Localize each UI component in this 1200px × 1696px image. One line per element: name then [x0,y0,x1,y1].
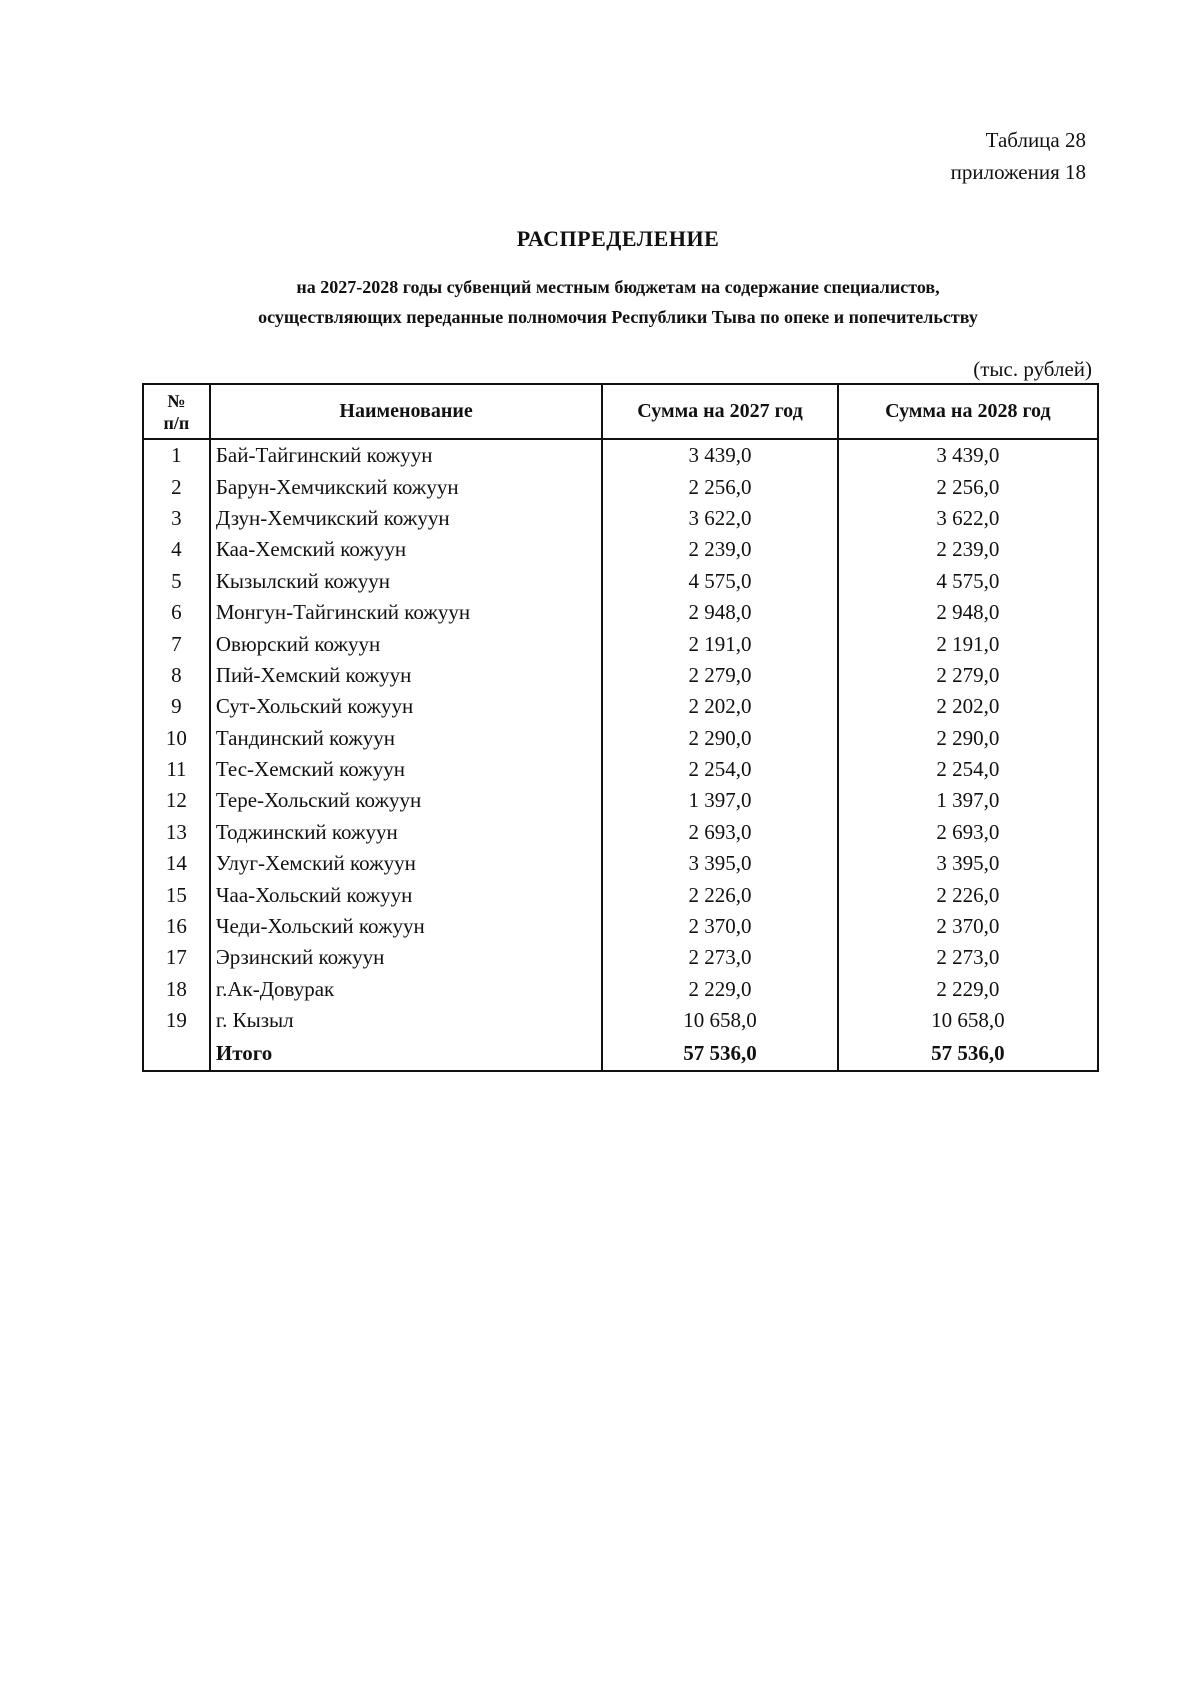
row-number: 9 [143,691,210,722]
row-number: 17 [143,942,210,973]
table-body [143,439,1098,1071]
row-amount-2028: 2 239,0 [838,534,1098,565]
row-number: 6 [143,597,210,628]
table-row [143,439,1098,471]
row-name: Тес-Хемский кожуун [210,754,602,785]
row-amount-2028: 2 254,0 [838,754,1098,785]
table-row [143,471,1098,502]
distribution-table [142,383,1099,1072]
row-number: 10 [143,723,210,754]
row-name: Монгун-Тайгинский кожуун [210,597,602,628]
row-amount-2027: 2 191,0 [602,628,837,659]
header-number-abbrev: п/п [163,412,190,433]
table-header-row [143,384,1098,439]
row-amount-2027: 2 370,0 [602,911,837,942]
row-amount-2028: 2 693,0 [838,817,1098,848]
row-amount-2027: 2 693,0 [602,817,837,848]
row-amount-2028: 2 279,0 [838,660,1098,691]
table-row [143,879,1098,910]
row-amount-2028: 2 370,0 [838,911,1098,942]
row-name: Чаа-Хольский кожуун [210,879,602,910]
table-row [143,503,1098,534]
subtitle-line-1: на 2027-2028 годы субвенций местным бюджетам на содержание специалистов, [296,277,940,297]
row-name: Чеди-Хольский кожуун [210,911,602,942]
table-row [143,974,1098,1005]
table-row [143,566,1098,597]
row-name: Каа-Хемский кожуун [210,534,602,565]
row-amount-2028: 2 290,0 [838,723,1098,754]
row-amount-2027: 2 290,0 [602,723,837,754]
row-amount-2027: 3 622,0 [602,503,837,534]
row-name: Бай-Тайгинский кожуун [210,439,602,471]
document-title: РАСПРЕДЕЛЕНИЕ [516,226,720,251]
row-amount-2028: 2 191,0 [838,628,1098,659]
row-amount-2027: 2 279,0 [602,660,837,691]
header-number [143,384,210,439]
table-row [143,817,1098,848]
header-number-symbol: № [167,390,186,411]
row-name: г. Кызыл [210,1005,602,1036]
row-number: 11 [143,754,210,785]
table-row [143,597,1098,628]
row-amount-2028: 3 395,0 [838,848,1098,879]
row-amount-2028: 4 575,0 [838,566,1098,597]
row-amount-2027: 2 229,0 [602,974,837,1005]
row-amount-2027: 2 239,0 [602,534,837,565]
document-subtitle [0,272,1200,332]
row-amount-2027: 2 202,0 [602,691,837,722]
row-number: 1 [143,439,210,471]
table-row [143,785,1098,816]
total-row [143,1036,1098,1071]
row-number: 5 [143,566,210,597]
table-row [143,628,1098,659]
table-row [143,942,1098,973]
row-amount-2027: 10 658,0 [602,1005,837,1036]
row-number: 14 [143,848,210,879]
row-name: Эрзинский кожуун [210,942,602,973]
header-2027: Сумма на 2027 год [602,384,837,439]
row-amount-2027: 2 254,0 [602,754,837,785]
header-name: Наименование [210,384,602,439]
row-amount-2028: 2 273,0 [838,942,1098,973]
row-amount-2028: 2 256,0 [838,471,1098,502]
row-amount-2027: 3 395,0 [602,848,837,879]
row-amount-2027: 2 256,0 [602,471,837,502]
total-number-cell [143,1036,210,1071]
row-number: 12 [143,785,210,816]
row-number: 7 [143,628,210,659]
row-name: Барун-Хемчикский кожуун [210,471,602,502]
table-number: Таблица 28 [985,128,1086,152]
total-amount-2028: 57 536,0 [838,1036,1098,1071]
row-amount-2027: 1 397,0 [602,785,837,816]
row-amount-2028: 1 397,0 [838,785,1098,816]
row-amount-2027: 2 948,0 [602,597,837,628]
row-amount-2027: 3 439,0 [602,439,837,471]
row-amount-2027: 2 273,0 [602,942,837,973]
row-name: Тере-Хольский кожуун [210,785,602,816]
row-amount-2028: 2 202,0 [838,691,1098,722]
row-name: Пий-Хемский кожуун [210,660,602,691]
table-row [143,691,1098,722]
row-number: 13 [143,817,210,848]
header-2028: Сумма на 2028 год [838,384,1098,439]
row-name: Тоджинский кожуун [210,817,602,848]
table-row [143,1005,1098,1036]
row-amount-2027: 4 575,0 [602,566,837,597]
table-reference [951,124,1086,188]
total-amount-2027: 57 536,0 [602,1036,837,1071]
row-amount-2028: 2 229,0 [838,974,1098,1005]
row-name: Дзун-Хемчикский кожуун [210,503,602,534]
row-name: Кызылский кожуун [210,566,602,597]
row-amount-2028: 10 658,0 [838,1005,1098,1036]
units-label: (тыс. рублей) [973,357,1092,381]
row-amount-2028: 3 439,0 [838,439,1098,471]
table-row [143,911,1098,942]
row-name: Улуг-Хемский кожуун [210,848,602,879]
appendix-number: приложения 18 [950,160,1086,184]
row-name: Сут-Хольский кожуун [210,691,602,722]
table-row [143,754,1098,785]
row-amount-2027: 2 226,0 [602,879,837,910]
subtitle-line-2: осуществляющих переданные полномочия Республики Тыва по опеке и попечительству [258,307,978,327]
table-row [143,534,1098,565]
row-amount-2028: 2 226,0 [838,879,1098,910]
row-number: 18 [143,974,210,1005]
row-number: 2 [143,471,210,502]
row-number: 8 [143,660,210,691]
row-name: г.Ак-Довурак [210,974,602,1005]
row-number: 4 [143,534,210,565]
table-row [143,660,1098,691]
table-row [143,848,1098,879]
row-amount-2028: 2 948,0 [838,597,1098,628]
row-name: Тандинский кожуун [210,723,602,754]
table-row [143,723,1098,754]
row-number: 19 [143,1005,210,1036]
row-number: 3 [143,503,210,534]
row-number: 16 [143,911,210,942]
row-name: Овюрский кожуун [210,628,602,659]
row-amount-2028: 3 622,0 [838,503,1098,534]
row-number: 15 [143,879,210,910]
total-label: Итого [210,1036,602,1071]
